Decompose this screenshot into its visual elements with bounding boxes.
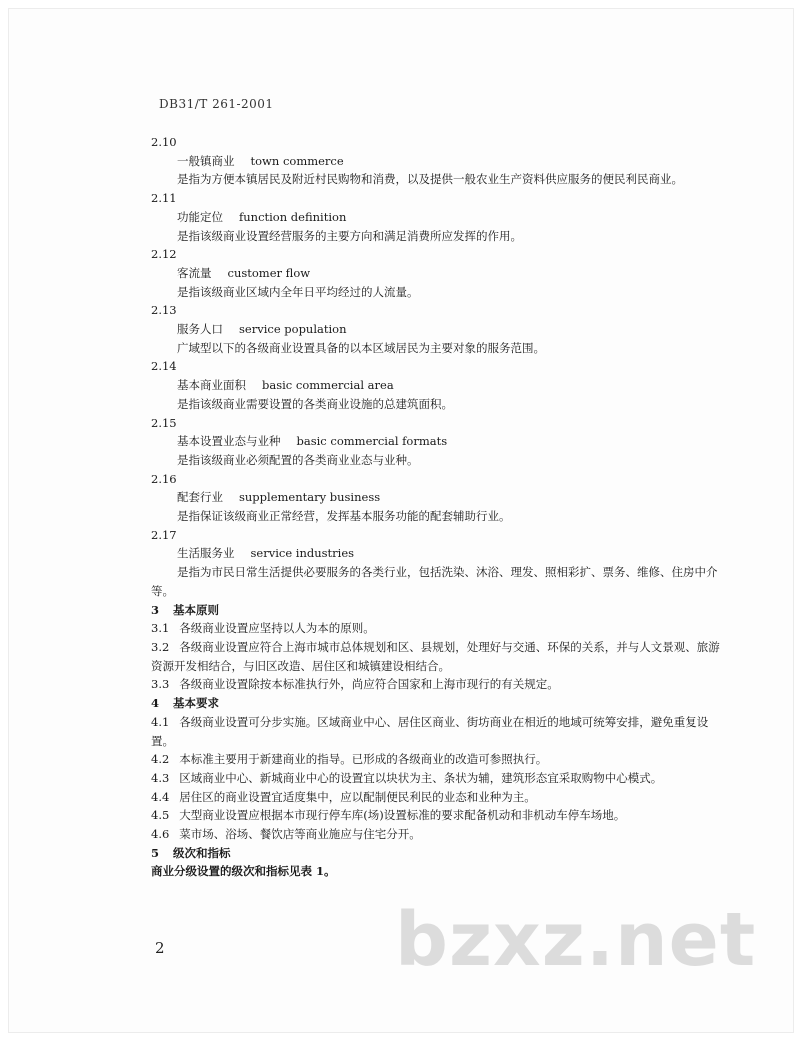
clause-text: 大型商业设置应根据本市现行停车库(场)设置标准的要求配备机动和非机动车停车场地。 [179,808,626,823]
term-en: service population [239,322,347,337]
term-cn: 生活服务业 [177,546,235,561]
clause-number: 3.3 [151,677,170,692]
term-en: basic commercial formats [296,434,448,449]
term-en: service industries [250,546,355,561]
section-title: 级次和指标 [173,845,231,860]
clause-text: 区域商业中心、新城商业中心的设置宜以块状为主、条状为辅，建筑形态宜采取购物中心模式。 [179,770,663,785]
term-cn: 服务人口 [177,322,223,337]
clause [151,825,731,844]
page-number: 2 [155,939,165,957]
section-number: 3 [151,602,160,617]
term-en: supplementary business [239,490,381,505]
watermark-logo: bzxz.net [395,897,757,983]
section-title: 基本原则 [173,602,220,617]
term-definition: 是指该级商业设置经营服务的主要方向和满足消费所应发挥的作用。 [177,228,522,243]
term-cn: 配套行业 [177,490,223,505]
clause-number: 4.4 [151,789,170,804]
term-en: function definition [239,209,347,224]
clause-text: 本标准主要用于新建商业的指导。已形成的各级商业的改造可参照执行。 [179,752,548,767]
clause [151,769,731,788]
term-cn: 功能定位 [177,209,223,224]
clause-number: 4.6 [151,827,170,842]
document-body [151,133,731,881]
section-title: 基本要求 [173,696,220,711]
term-number: 2.15 [151,415,177,430]
term-heading [151,320,731,339]
term-heading [151,264,731,283]
clause [151,806,731,825]
clause-text: 各级商业设置应符合上海市城市总体规划和区、县规划，处理好与交通、环保的关系，并与人文景观、旅游资源开发相结合，与旧区改造、居住区和城镇建设相结合。 [151,639,720,673]
section-lead: 商业分级设置的级次和指标见表 1。 [151,864,336,879]
clause [151,713,731,750]
term-en: town commerce [250,153,344,168]
term-cn: 基本商业面积 [177,378,246,393]
term-number: 2.12 [151,247,177,262]
clause-text: 居住区的商业设置宜适度集中，应以配制便民利民的业态和业种为主。 [179,789,536,804]
term-number: 2.16 [151,471,177,486]
term-definition: 是指保证该级商业正常经营，发挥基本服务功能的配套辅助行业。 [177,509,511,524]
term-number: 2.10 [151,135,177,149]
clause [151,638,731,675]
clause-number: 4.1 [151,714,170,729]
clause-text: 菜市场、浴场、餐饮店等商业施应与住宅分开。 [179,827,421,842]
term-heading [151,432,731,451]
term-en: customer flow [227,265,311,280]
clause-text: 各级商业设置可分步实施。区域商业中心、居住区商业、街坊商业在相近的地域可统筹安排，避免重复设置。 [151,714,709,748]
clause-text: 各级商业设置应坚持以人为本的原则。 [179,621,375,636]
clause [151,619,731,638]
term-number: 2.14 [151,359,177,374]
term-cn: 基本设置业态与业种 [177,434,281,449]
term-en: basic commercial area [262,378,394,393]
term-heading [151,488,731,507]
clause-text: 各级商业设置除按本标准执行外，尚应符合国家和上海市现行的有关规定。 [179,677,559,692]
term-definition: 是指该级商业必须配置的各类商业业态与业种。 [177,452,419,467]
term-heading [151,544,731,563]
term-definition: 是指该级商业需要设置的各类商业设施的总建筑面积。 [177,396,453,411]
section-number: 5 [151,845,160,860]
term-definition: 是指为方便本镇居民及附近村民购物和消费，以及提供一般农业生产资料供应服务的便民利民商业。 [177,172,683,187]
document-page [8,8,794,1033]
term-definition: 是指该级商业区域内全年日平均经过的人流量。 [177,284,419,299]
clause [151,750,731,769]
clause [151,788,731,807]
term-number: 2.17 [151,527,177,542]
section-heading [151,844,731,863]
term-number: 2.13 [151,303,177,318]
term-heading [151,376,731,395]
section-heading [151,601,731,620]
clause [151,675,731,694]
section-heading [151,694,731,713]
term-cn: 客流量 [177,265,212,280]
clause-number: 4.5 [151,808,170,823]
term-definition: 是指为市民日常生活提供必要服务的各类行业，包括洗染、沐浴、理发、照相彩扩、票务、维修、住房中介等。 [151,565,718,598]
section-number: 4 [151,696,160,711]
term-number: 2.11 [151,191,177,206]
term-heading [151,208,731,227]
standard-code: DB31/T 261-2001 [159,97,274,111]
clause-number: 3.2 [151,639,170,654]
clause-number: 4.3 [151,770,170,785]
clause-number: 4.2 [151,752,170,767]
term-heading [151,152,731,171]
term-definition: 广域型以下的各级商业设置具备的以本区域居民为主要对象的服务范围。 [177,340,545,355]
term-cn: 一般镇商业 [177,153,235,168]
clause-number: 3.1 [151,621,170,636]
